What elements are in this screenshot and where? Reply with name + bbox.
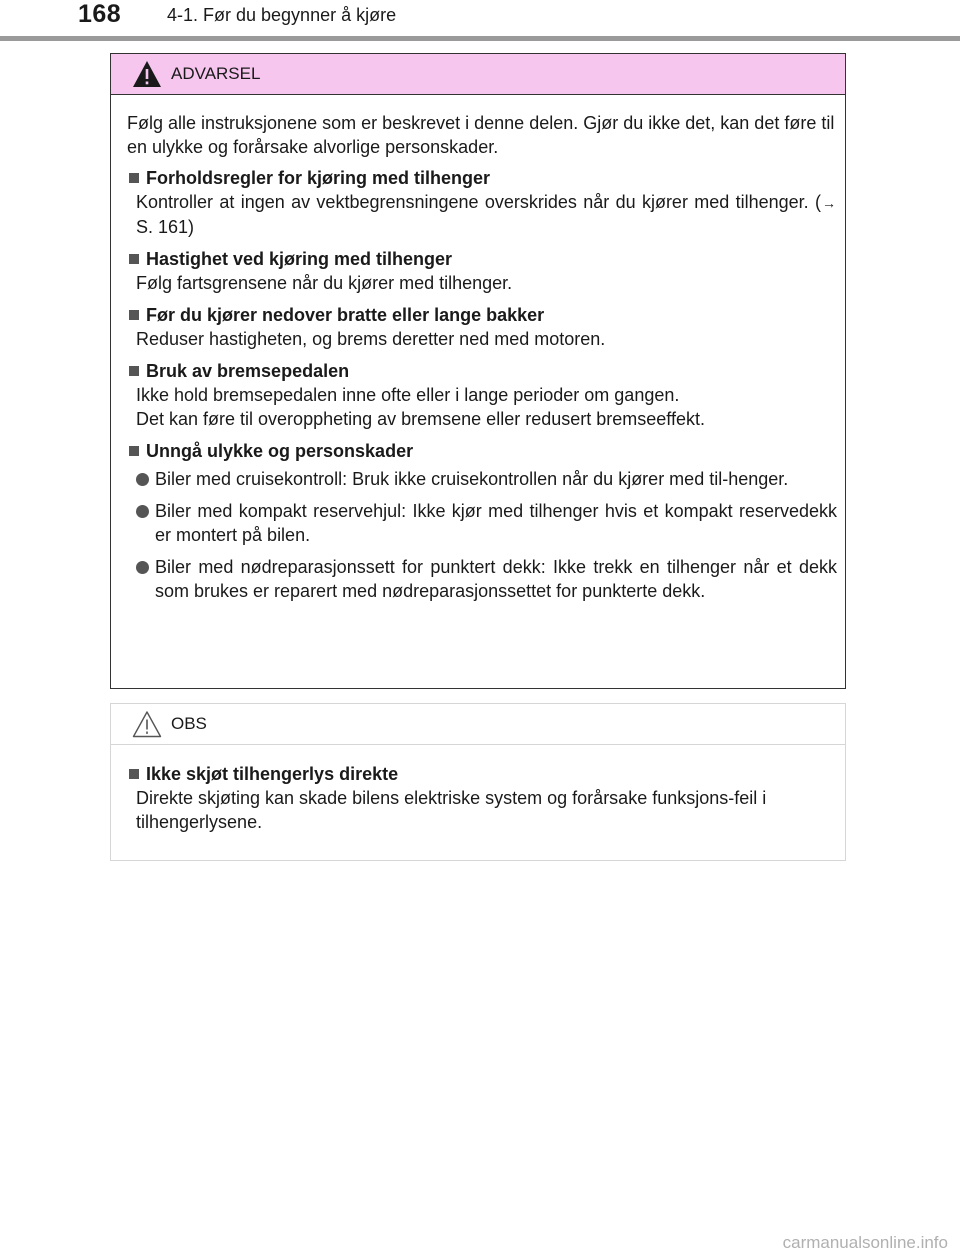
warning-body bbox=[111, 95, 845, 603]
item-title: Forholdsregler for kjøring med tilhenger bbox=[146, 168, 491, 188]
circle-bullet-icon bbox=[136, 505, 149, 518]
square-bullet-icon bbox=[129, 446, 139, 456]
warning-item bbox=[127, 166, 837, 239]
notice-header bbox=[111, 704, 845, 745]
notice-body bbox=[111, 745, 845, 834]
header-rule bbox=[0, 36, 960, 41]
item-text: Det kan føre til overoppheting av bremsene eller redusert bremseeffekt. bbox=[136, 409, 705, 429]
page-reference-link[interactable]: S. 161) bbox=[136, 217, 195, 237]
page-header bbox=[0, 0, 960, 40]
caution-triangle-icon bbox=[132, 710, 162, 738]
item-title: Ikke skjøt tilhengerlys direkte bbox=[146, 764, 399, 784]
warning-item bbox=[127, 439, 837, 603]
item-title: Før du kjører nedover bratte eller lange bakker bbox=[146, 305, 545, 325]
page-number: 168 bbox=[78, 0, 122, 28]
list-item: Biler med cruisekontroll: Bruk ikke cruisekontrollen når du kjører med til-henger. bbox=[127, 467, 837, 491]
list-item: Biler med kompakt reservehjul: Ikke kjør med tilhenger hvis et kompakt reservedekk er montert på bilen. bbox=[127, 499, 837, 547]
warning-header bbox=[111, 54, 845, 95]
list-item: Biler med nødreparasjonssett for punktert dekk: Ikke trekk en tilhenger når et dekk som brukes er reparert med nødreparasjonssettet for punkterte dekk. bbox=[127, 555, 837, 603]
square-bullet-icon bbox=[129, 769, 139, 779]
item-text: Direkte skjøting kan skade bilens elektriske system og forårsake funksjons-feil i tilhengerlysene. bbox=[136, 788, 767, 832]
item-title: Unngå ulykke og personskader bbox=[146, 441, 414, 461]
section-title: 4-1. Før du begynner å kjøre bbox=[167, 5, 397, 25]
notice-label: OBS bbox=[171, 714, 207, 733]
notice-box bbox=[110, 703, 846, 861]
square-bullet-icon bbox=[129, 310, 139, 320]
item-text: Kontroller at ingen av vektbegrensningene overskrides når du kjører med tilhenger. ( bbox=[136, 192, 821, 212]
square-bullet-icon bbox=[129, 366, 139, 376]
square-bullet-icon bbox=[129, 254, 139, 264]
warning-item bbox=[127, 359, 837, 431]
watermark: carmanualsonline.info bbox=[782, 1233, 948, 1252]
item-text: Følg fartsgrensene når du kjører med tilhenger. bbox=[136, 273, 513, 293]
item-title: Bruk av bremsepedalen bbox=[146, 361, 350, 381]
right-arrow-icon: → bbox=[822, 195, 836, 211]
warning-intro: Følg alle instruksjonene som er beskrevet i denne delen. Gjør du ikke det, kan det føre til en ulykke og forårsake alvorlige personskader. bbox=[127, 113, 835, 157]
item-text: Reduser hastigheten, og brems deretter ned med motoren. bbox=[136, 329, 606, 349]
warning-triangle-icon bbox=[132, 60, 162, 88]
circle-bullet-icon bbox=[136, 561, 149, 574]
warning-box bbox=[110, 53, 846, 689]
warning-label: ADVARSEL bbox=[171, 64, 261, 83]
warning-item bbox=[127, 247, 837, 295]
item-text: Ikke hold bremsepedalen inne ofte eller i lange perioder om gangen. bbox=[136, 385, 680, 405]
warning-item bbox=[127, 303, 837, 351]
square-bullet-icon bbox=[129, 173, 139, 183]
circle-bullet-icon bbox=[136, 473, 149, 486]
item-title: Hastighet ved kjøring med tilhenger bbox=[146, 249, 453, 269]
